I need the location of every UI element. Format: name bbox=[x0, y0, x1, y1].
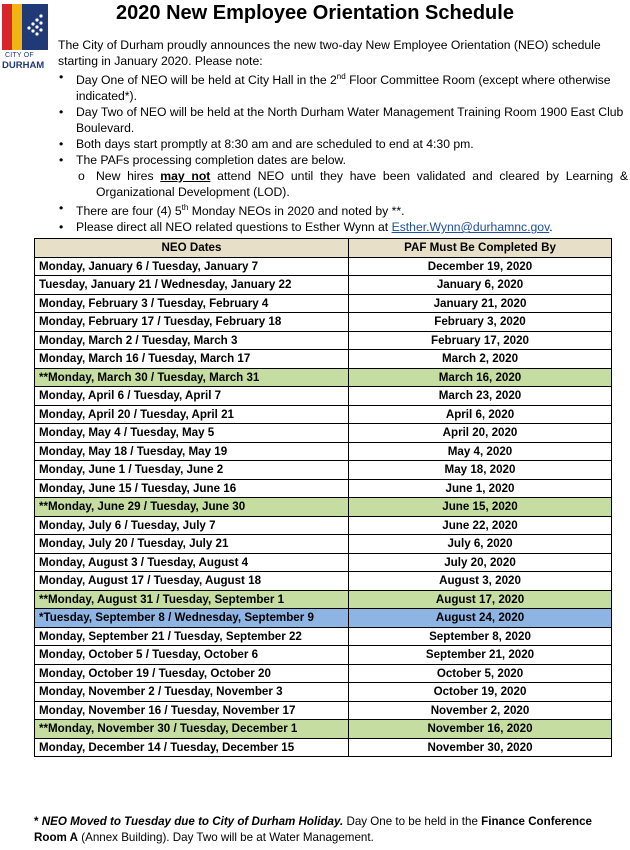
table-row bbox=[35, 738, 612, 757]
footnote: * NEO Moved to Tuesday due to City of Durham Holiday. Day One to be held in the Finance Conference Room A (Annex Building). Day Two will be at Water Management. bbox=[34, 815, 592, 844]
neo-dates-cell: Monday, June 1 / Tuesday, June 2 bbox=[35, 461, 349, 480]
table-row bbox=[35, 276, 612, 295]
page-title: 2020 New Employee Orientation Schedule bbox=[116, 2, 514, 24]
table-row bbox=[35, 720, 612, 739]
table-header-row bbox=[35, 239, 612, 258]
logo-city-text: CITY OF bbox=[5, 52, 34, 59]
header-paf-date: PAF Must Be Completed By bbox=[349, 239, 612, 258]
table-row bbox=[35, 683, 612, 702]
neo-dates-cell: Monday, April 6 / Tuesday, April 7 bbox=[35, 387, 349, 406]
paf-date-cell: November 2, 2020 bbox=[349, 701, 612, 720]
intro-section bbox=[58, 37, 628, 235]
email-link[interactable]: Esther.Wynn@durhamnc.gov bbox=[391, 220, 550, 235]
neo-dates-cell: Monday, June 15 / Tuesday, June 16 bbox=[35, 479, 349, 498]
table-row bbox=[35, 572, 612, 591]
note-paf: • The PAFs processing completion dates are below. bbox=[59, 153, 347, 168]
paf-date-cell: October 19, 2020 bbox=[349, 683, 612, 702]
notes-list bbox=[58, 69, 628, 235]
paf-date-cell: December 19, 2020 bbox=[349, 257, 612, 276]
table-row bbox=[35, 498, 612, 517]
paf-date-cell: July 20, 2020 bbox=[349, 553, 612, 572]
neo-dates-cell: **Monday, November 30 / Tuesday, December 1 bbox=[35, 720, 349, 739]
note-new-hires: o New hires may not attend NEO until they have been validated and cleared by Learning & Organizational Development (LOD). bbox=[78, 169, 629, 200]
paf-date-cell: September 21, 2020 bbox=[349, 646, 612, 665]
table-row bbox=[35, 590, 612, 609]
paf-date-cell: September 8, 2020 bbox=[349, 627, 612, 646]
note-times: • Both days start promptly at 8:30 am and are scheduled to end at 4:30 pm. bbox=[59, 137, 474, 152]
paf-date-cell: April 20, 2020 bbox=[349, 424, 612, 443]
table-row bbox=[35, 553, 612, 572]
table-row bbox=[35, 350, 612, 369]
note-day-two: • Day Two of NEO will be held at the North Durham Water Management Training Room 1900 East Club Boulevard. bbox=[59, 105, 624, 136]
table-row bbox=[35, 609, 612, 628]
neo-dates-cell: Monday, April 20 / Tuesday, April 21 bbox=[35, 405, 349, 424]
paf-date-cell: January 21, 2020 bbox=[349, 294, 612, 313]
neo-dates-cell: Monday, July 6 / Tuesday, July 7 bbox=[35, 516, 349, 535]
neo-dates-cell: Monday, March 2 / Tuesday, March 3 bbox=[35, 331, 349, 350]
neo-dates-cell: Monday, October 19 / Tuesday, October 20 bbox=[35, 664, 349, 683]
neo-dates-cell: Monday, May 4 / Tuesday, May 5 bbox=[35, 424, 349, 443]
paf-date-cell: May 4, 2020 bbox=[349, 442, 612, 461]
neo-dates-cell: Monday, January 6 / Tuesday, January 7 bbox=[35, 257, 349, 276]
table-row bbox=[35, 424, 612, 443]
schedule-table bbox=[34, 238, 612, 757]
neo-dates-cell: **Monday, March 30 / Tuesday, March 31 bbox=[35, 368, 349, 387]
neo-dates-cell: Monday, November 16 / Tuesday, November 17 bbox=[35, 701, 349, 720]
intro-paragraph: The City of Durham proudly announces the new two-day New Employee Orientation (NEO) schedule starting in January 2020. Please note: bbox=[58, 38, 601, 68]
paf-date-cell: November 30, 2020 bbox=[349, 738, 612, 757]
table-row bbox=[35, 701, 612, 720]
table-row bbox=[35, 257, 612, 276]
neo-dates-cell: Monday, October 5 / Tuesday, October 6 bbox=[35, 646, 349, 665]
paf-date-cell: March 2, 2020 bbox=[349, 350, 612, 369]
table-row bbox=[35, 368, 612, 387]
paf-date-cell: August 3, 2020 bbox=[349, 572, 612, 591]
header-neo-dates: NEO Dates bbox=[35, 239, 349, 258]
footnote-italic: NEO Moved to Tuesday due to City of Durham Holiday. bbox=[41, 815, 344, 828]
paf-date-cell: June 1, 2020 bbox=[349, 479, 612, 498]
paf-date-cell: February 17, 2020 bbox=[349, 331, 612, 350]
paf-date-cell: January 6, 2020 bbox=[349, 276, 612, 295]
table-row bbox=[35, 646, 612, 665]
paf-date-cell: April 6, 2020 bbox=[349, 405, 612, 424]
neo-dates-cell: **Monday, June 29 / Tuesday, June 30 bbox=[35, 498, 349, 517]
table-row bbox=[35, 479, 612, 498]
neo-dates-cell: Monday, February 3 / Tuesday, February 4 bbox=[35, 294, 349, 313]
paf-date-cell: May 18, 2020 bbox=[349, 461, 612, 480]
paf-date-cell: February 3, 2020 bbox=[349, 313, 612, 332]
table-row bbox=[35, 664, 612, 683]
paf-date-cell: March 16, 2020 bbox=[349, 368, 612, 387]
table-row bbox=[35, 294, 612, 313]
paf-date-cell: October 5, 2020 bbox=[349, 664, 612, 683]
neo-dates-cell: Monday, July 20 / Tuesday, July 21 bbox=[35, 535, 349, 554]
table-row bbox=[35, 405, 612, 424]
logo-durham-text: DURHAM bbox=[2, 60, 45, 71]
table-row bbox=[35, 331, 612, 350]
neo-dates-cell: **Monday, August 31 / Tuesday, September 1 bbox=[35, 590, 349, 609]
note-fifth-monday: • There are four (4) 5th Monday NEOs in 2020 and noted by **. bbox=[59, 201, 405, 219]
paf-date-cell: March 23, 2020 bbox=[349, 387, 612, 406]
neo-dates-cell: Monday, September 21 / Tuesday, September 22 bbox=[35, 627, 349, 646]
neo-dates-cell: Monday, August 17 / Tuesday, August 18 bbox=[35, 572, 349, 591]
table-row bbox=[35, 461, 612, 480]
table-row bbox=[35, 535, 612, 554]
table-row bbox=[35, 387, 612, 406]
neo-dates-cell: Monday, August 3 / Tuesday, August 4 bbox=[35, 553, 349, 572]
note-contact: • Please direct all NEO related questions to Esther Wynn at Esther.Wynn@durhamnc.gov. bbox=[59, 220, 553, 235]
neo-dates-cell: Monday, December 14 / Tuesday, December 15 bbox=[35, 738, 349, 757]
paf-date-cell: June 15, 2020 bbox=[349, 498, 612, 517]
paf-date-cell: August 24, 2020 bbox=[349, 609, 612, 628]
neo-dates-cell: Monday, February 17 / Tuesday, February 18 bbox=[35, 313, 349, 332]
paf-date-cell: July 6, 2020 bbox=[349, 535, 612, 554]
paf-date-cell: November 16, 2020 bbox=[349, 720, 612, 739]
neo-dates-cell: Monday, March 16 / Tuesday, March 17 bbox=[35, 350, 349, 369]
paf-date-cell: August 17, 2020 bbox=[349, 590, 612, 609]
table-row bbox=[35, 313, 612, 332]
neo-dates-cell: Monday, November 2 / Tuesday, November 3 bbox=[35, 683, 349, 702]
neo-dates-cell: Monday, May 18 / Tuesday, May 19 bbox=[35, 442, 349, 461]
neo-dates-cell: Tuesday, January 21 / Wednesday, January 22 bbox=[35, 276, 349, 295]
footnote-room: Finance Conference Room A bbox=[34, 815, 592, 844]
table-row bbox=[35, 442, 612, 461]
note-day-one: • Day One of NEO will be held at City Hall in the 2nd Floor Committee Room (except where otherwise indicated*). bbox=[59, 70, 611, 104]
table-row bbox=[35, 627, 612, 646]
paf-date-cell: June 22, 2020 bbox=[349, 516, 612, 535]
table-row bbox=[35, 516, 612, 535]
neo-dates-cell: *Tuesday, September 8 / Wednesday, September 9 bbox=[35, 609, 349, 628]
